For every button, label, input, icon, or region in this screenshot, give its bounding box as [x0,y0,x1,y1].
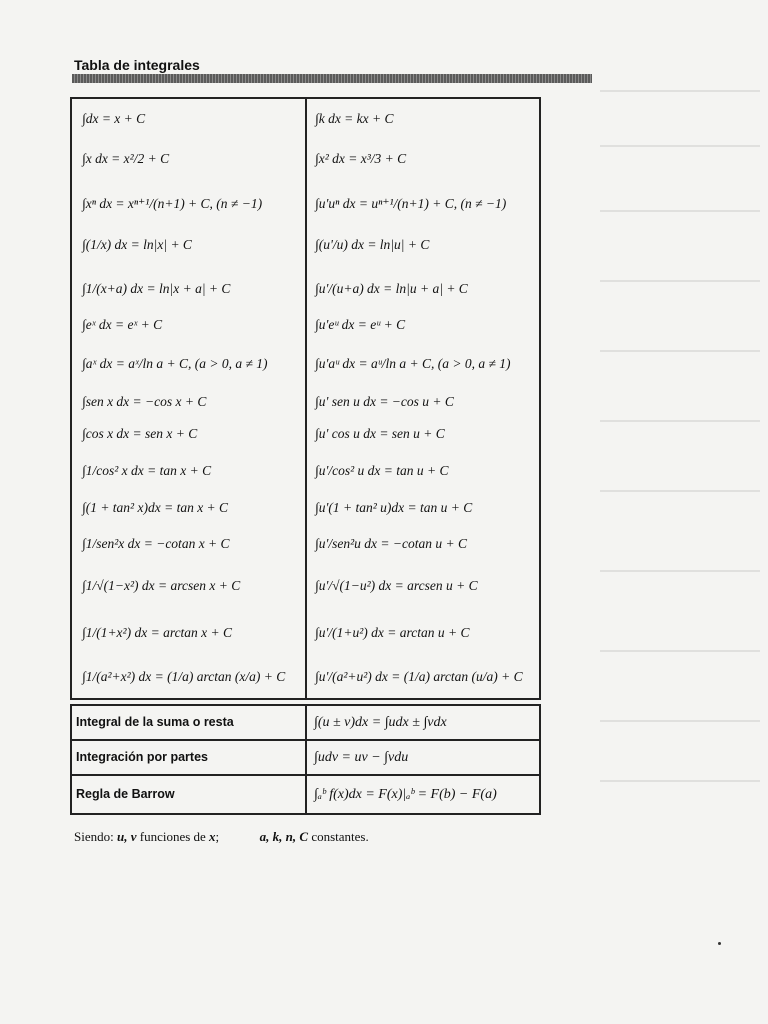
formula-right-1: ∫k dx = kx + C [315,111,394,126]
formula-right-13: ∫u'/√(1−u²) dx = arcsen u + C [315,578,478,593]
rule-row-sum [70,704,541,741]
formula-right-5: ∫u'/(u+a) dx = ln|u + a| + C [315,281,468,296]
formula-left-15: ∫1/(a²+x²) dx = (1/a) arctan (x/a) + C [82,669,286,684]
formula-right-11: ∫u'(1 + tan² u)dx = tan u + C [315,500,473,515]
formula-right-8: ∫u' sen u dx = −cos u + C [315,394,454,409]
formula-left-8: ∫sen x dx = −cos x + C [82,394,207,409]
rule-row-parts [70,739,541,776]
formula-right-15: ∫u'/(a²+u²) dx = (1/a) arctan (u/a) + C [315,669,523,684]
footer-prefix: Siendo: [74,829,117,844]
rule-formula-parts: ∫udv = uv − ∫vdu [314,750,409,765]
show-through-shadow [600,50,768,830]
footer-note [74,829,369,845]
rule-divider [305,706,307,739]
formula-right-2: ∫x² dx = x³/3 + C [315,151,407,166]
footer-var-x: x [209,829,216,844]
footer-vars-constants: a, k, n, C [259,829,309,844]
formula-left-7: ∫aˣ dx = aˣ/ln a + C, (a > 0, a ≠ 1) [82,356,268,371]
formula-left-9: ∫cos x dx = sen x + C [82,426,198,441]
formula-right-14: ∫u'/(1+u²) dx = arctan u + C [315,625,470,640]
formula-left-3: ∫xⁿ dx = xⁿ⁺¹/(n+1) + C, (n ≠ −1) [82,196,263,211]
rule-formula-barrow: ∫ₐᵇ f(x)dx = F(x)|ₐᵇ = F(b) − F(a) [314,787,497,802]
formula-right-7: ∫u'aᵘ dx = aᵘ/ln a + C, (a > 0, a ≠ 1) [315,356,511,371]
formula-right-12: ∫u'/sen²u dx = −cotan u + C [315,536,467,551]
column-divider [305,99,307,698]
formula-left-1: ∫dx = x + C [82,111,146,126]
formula-right-4: ∫(u'/u) dx = ln|u| + C [315,237,430,252]
footer-semicolon: ; [215,829,220,844]
formula-left-2: ∫x dx = x²/2 + C [82,151,170,166]
formula-right-9: ∫u' cos u dx = sen u + C [315,426,445,441]
rule-row-barrow [70,774,541,815]
rule-divider [305,741,307,774]
footer-mid: funciones de [136,829,210,844]
formula-left-14: ∫1/(1+x²) dx = arctan x + C [82,625,233,640]
rule-divider [305,776,307,813]
formula-left-13: ∫1/√(1−x²) dx = arcsen x + C [82,578,241,593]
rule-label-sum: Integral de la suma o resta [76,715,234,729]
rule-label-barrow: Regla de Barrow [76,787,175,801]
rules-table [70,704,541,815]
page-title: Tabla de integrales [74,57,200,73]
rule-label-parts: Integración por partes [76,750,208,764]
formula-left-12: ∫1/sen²x dx = −cotan x + C [82,536,230,551]
footer-vars-functions: u, v [116,829,137,844]
formula-left-4: ∫(1/x) dx = ln|x| + C [82,237,192,252]
formula-right-3: ∫u'uⁿ dx = uⁿ⁺¹/(n+1) + C, (n ≠ −1) [315,196,507,211]
formula-left-10: ∫1/cos² x dx = tan x + C [82,463,212,478]
rule-formula-sum: ∫(u ± v)dx = ∫udx ± ∫vdx [314,715,447,730]
integrals-table [70,97,541,700]
formula-right-6: ∫u'eᵘ dx = eᵘ + C [315,317,406,332]
scan-speck [718,942,721,945]
footer-suffix: constantes. [308,829,369,844]
title-underline [72,74,592,83]
formula-left-5: ∫1/(x+a) dx = ln|x + a| + C [82,281,231,296]
formula-left-11: ∫(1 + tan² x)dx = tan x + C [82,500,229,515]
formula-right-10: ∫u'/cos² u dx = tan u + C [315,463,449,478]
formula-left-6: ∫eˣ dx = eˣ + C [82,317,163,332]
